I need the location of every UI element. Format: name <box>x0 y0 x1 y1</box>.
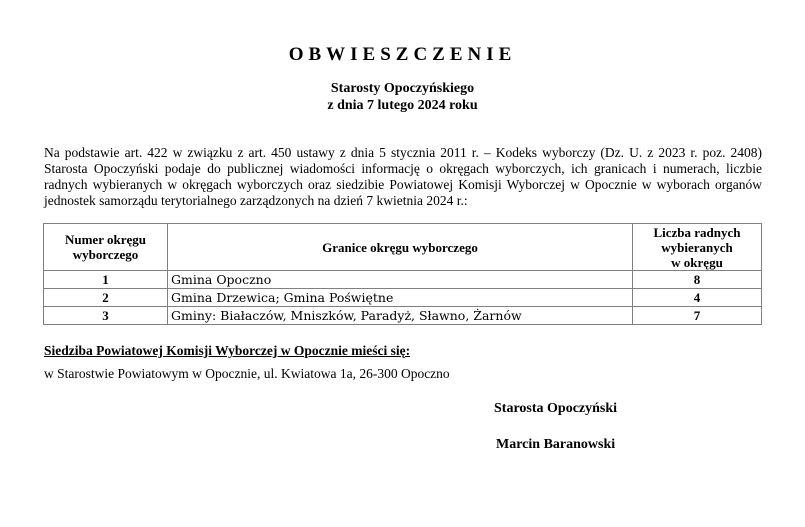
header-district-number-line1: Numer okręgu <box>64 232 146 247</box>
table-row <box>44 307 762 325</box>
councillor-count: 8 <box>633 271 762 289</box>
table-row <box>44 271 762 289</box>
district-number: 1 <box>44 271 168 289</box>
date-line: z dnia 7 lutego 2024 roku <box>327 98 478 113</box>
header-councillor-count-line3: w okręgu <box>671 254 723 270</box>
district-borders: Gminy: Białaczów, Mniszków, Paradyż, Sławno, Żarnów <box>168 307 633 325</box>
header-district-borders: Granice okręgu wyborczego <box>168 224 633 271</box>
table-row <box>44 289 762 307</box>
intro-paragraph: Na podstawie art. 422 w związku z art. 450 ustawy z dnia 5 stycznia 2011 r. – Kodeks wyborczy (Dz. U. z 2023 r. poz. 2408) Starosta Opoczyński podaje do publicznej wiadomości informację o okręgach wyborczych, ich granicach i numerach, liczbie radnych wybieranych w okręgach wyborczych oraz siedzibie Powiatowej Komisji Wyborczej w Opocznie w wyborach organów jednostek samorządu terytorialnego zarządzonych na dzień 7 kwietnia 2024 r.: <box>44 145 762 208</box>
district-borders: Gmina Opoczno <box>168 271 633 289</box>
councillor-count: 4 <box>633 289 762 307</box>
issuer-line: Starosty Opoczyńskiego <box>330 81 475 96</box>
document-title: OBWIESZCZENIE <box>288 44 517 65</box>
councillor-count: 7 <box>633 307 762 325</box>
header-district-number <box>44 224 168 271</box>
header-councillor-count-line1: Liczba radnych <box>653 224 741 240</box>
district-number: 2 <box>44 289 168 307</box>
signatory-title: Starosta Opoczyński <box>494 401 618 416</box>
commission-seat-address: w Starostwie Powiatowym w Opocznie, ul. Kwiatowa 1a, 26-300 Opoczno <box>44 366 450 381</box>
district-borders: Gmina Drzewica; Gmina Poświętne <box>168 289 633 307</box>
signatory-name: Marcin Baranowski <box>496 437 616 452</box>
commission-seat-heading: Siedziba Powiatowej Komisji Wyborczej w Opocznie mieści się: <box>44 343 411 358</box>
districts-table <box>43 223 762 325</box>
district-number: 3 <box>44 307 168 325</box>
header-district-number-line2: wyborczego <box>72 247 139 262</box>
header-councillor-count-line2: wybieranych <box>661 239 733 255</box>
table-header-row <box>44 224 762 271</box>
header-councillor-count <box>633 224 762 271</box>
